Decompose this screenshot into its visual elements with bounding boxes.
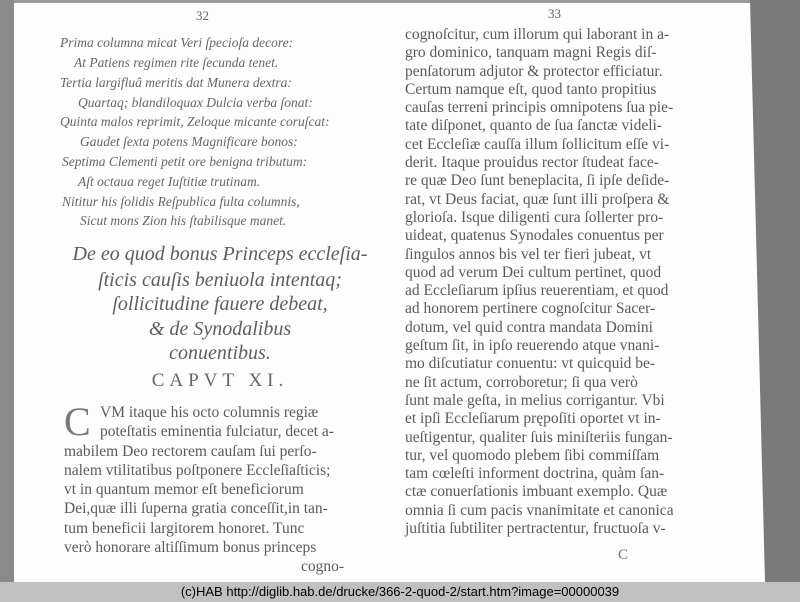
verse-line: Quinta malos reprimit, Zeloque micante coruſcat: (60, 114, 330, 129)
text-line: nalem vtilitatibus poſtponere Eccleſiaſticis; (64, 461, 331, 479)
text-line: ne ſit actum, corroboretur; ſi qua verò (405, 373, 638, 391)
text-line: Certum namque eſt, quod tanto propitius (405, 80, 657, 98)
scan-top-edge (0, 0, 800, 3)
text-line: ad honorem pertinere cognoſcitur Sacer- (405, 300, 656, 318)
text-line: cauſas terreni principis omnipotens ſua pie- (405, 99, 674, 117)
text-line: uideat, quatenus Synodales conuentus per (405, 227, 664, 245)
verse-line: Tertia largifluâ meritis dat Munera dextra: (60, 75, 292, 90)
verse-line: Prima columna micat Veri ſpecioſa decore: (60, 35, 294, 50)
text-line: tate diſponet, quanto de ſua ſanctæ videli- (405, 117, 662, 135)
text-line: tur, vel quomodo plebem ſibi commiſſam (405, 446, 660, 464)
text-line: geſtum ſit, in ipſo reuerendo atque vnani- (405, 337, 660, 355)
chapter-heading-line: conuentibus. (169, 342, 271, 364)
chapter-heading-line: ſticis cauſis beniuola intentaq; (98, 269, 342, 291)
scan-right-edge (750, 0, 800, 582)
verse-line: Gaudet ſexta potens Magnificare bonos: (80, 134, 298, 149)
verse-line: Aſt octaua reget Iuſtitiæ trutinam. (78, 174, 261, 189)
verse-line: Septima Clementi petit ore benigna tributum: (62, 154, 308, 169)
page-number-left: 32 (196, 8, 209, 23)
text-line: poteſtatis eminentia fulciatur, decet a- (100, 423, 334, 441)
scan-left-edge (0, 0, 14, 582)
text-line: ad Eccleſiarum ipſius reuerentiam, et quod (405, 282, 669, 300)
text-line: vt in quantum memor eſt beneficiorum (64, 481, 304, 499)
chapter-heading-line: ſollicitudine fauere debeat, (112, 293, 328, 315)
text-line: cet Eccleſiæ cauſſa illum ſollicitum eſſe vi- (405, 135, 670, 153)
text-line: verò honorare altiſſimum bonus princeps (64, 539, 317, 557)
text-line: VM itaque his octo columnis regiæ (100, 404, 319, 421)
text-line: penſatorum adjutor & protector efficiatur. (405, 62, 663, 80)
chapter-heading-line: & de Synodalibus (148, 318, 292, 340)
text-line: cognoſcitur, cum illorum qui laborant in a- (405, 26, 670, 43)
verse-line: Nititur his ſolidis Reſpublica fulta columnis, (62, 194, 300, 209)
text-line: ſingulos annos bis vel ter fieri jubeat, vt (405, 245, 652, 263)
catchword: cogno- (300, 558, 344, 576)
drop-cap: C (64, 399, 91, 444)
text-line: dotum, vel quid contra mandata Domini (405, 318, 653, 336)
text-line: tum beneficii largitorem honoret. Tunc (64, 519, 305, 537)
text-line: ctæ conuerſationis imbuant exemplo. Quæ (405, 483, 668, 501)
text-line: quod ad verum Dei cultum pertinet, quod (405, 263, 662, 281)
text-line: et ipſi Eccleſiarum prępoſiti oportet vt in- (405, 410, 661, 428)
text-line: mabilem Deo rectorem cauſam ſui perſo- (64, 442, 317, 460)
text-line: Dei,quæ illi ſuperna gratia conceſſit,in tan- (64, 500, 328, 518)
page-number-right: 33 (548, 6, 561, 21)
verse-line: Quartaq; blandiloquax Dulcia verba ſonat: (78, 95, 313, 110)
signature-mark: C (618, 547, 629, 563)
text-line: omnia ſi cum pacis vnanimitate et canonica (405, 501, 674, 519)
text-line: re quæ Deo ſunt beneplacita, ſi ipſe deſide- (405, 172, 670, 190)
text-line: tam cœleſti informent doctrina, quàm ſan- (405, 465, 665, 483)
text-line: ſunt male geſta, in melius corrigantur. Vbi (405, 391, 665, 409)
verse-line: Sicut mons Zion his ſtabilisque manet. (80, 213, 287, 228)
right-body-text (405, 26, 711, 538)
text-line: mo diſcutiatur conuentu: vt quicquid be- (405, 355, 656, 373)
left-body-text (64, 399, 344, 577)
text-line: juſtitia ſubtiliter pertractentur, fructuoſa v- (405, 520, 666, 538)
text-line: rat, vt Deus faciat, quæ ſunt illi proſpera & (405, 190, 670, 208)
copyright-footer: (c)HAB http://diglib.hab.de/drucke/366-2-quod-2/start.htm?image=00000039 (0, 582, 800, 602)
chapter-number: CAPVT XI. (151, 370, 289, 391)
text-line: gro dominico, tanquam magni Regis diſ- (405, 44, 657, 62)
verse-line: At Patiens regimen rite ſecunda tenet. (74, 55, 279, 70)
text-line: derit. Itaque prouidus rector ſtudeat face- (405, 154, 659, 172)
chapter-heading-line: De eo quod bonus Princeps eccleſia- (72, 243, 368, 265)
text-line: ueſtigentur, qualiter ſuis miniſteriis fungan- (405, 428, 673, 446)
text-line: glorioſa. Isque diligenti cura ſollerter pro- (405, 208, 664, 226)
